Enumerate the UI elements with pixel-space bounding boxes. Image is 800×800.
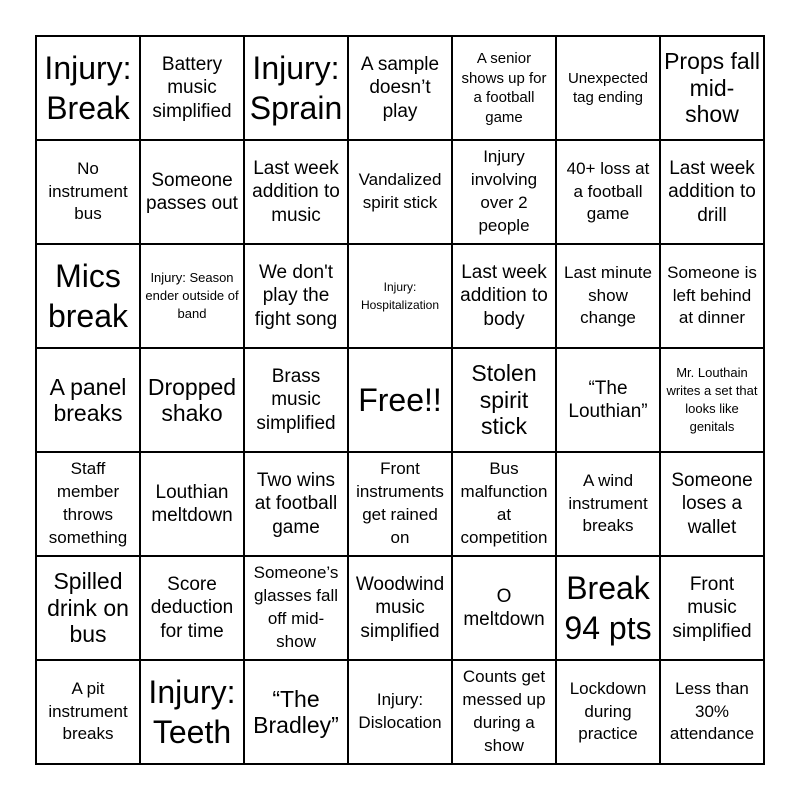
bingo-cell[interactable] <box>660 140 764 244</box>
bingo-cell[interactable] <box>140 556 244 660</box>
bingo-cell[interactable] <box>556 244 660 348</box>
bingo-cell-label: A panel breaks <box>49 373 127 426</box>
bingo-cell[interactable] <box>140 660 244 764</box>
bingo-cell-label: Break 94 pts <box>564 570 652 646</box>
bingo-cell-label: Injury: Teeth <box>148 674 236 750</box>
bingo-cell-label: Injury: Hospitalization <box>360 280 440 312</box>
bingo-board <box>35 35 765 765</box>
bingo-cell-label: Dropped shako <box>147 373 237 426</box>
bingo-cell[interactable] <box>452 348 556 452</box>
bingo-cell[interactable] <box>452 452 556 556</box>
bingo-cell-label: Free!! <box>358 382 442 418</box>
bingo-cell[interactable] <box>556 36 660 140</box>
bingo-cell[interactable] <box>140 244 244 348</box>
bingo-cell[interactable] <box>140 140 244 244</box>
bingo-cell[interactable] <box>556 348 660 452</box>
bingo-cell-label: 40+ loss at a football game <box>566 158 650 224</box>
bingo-cell[interactable] <box>556 660 660 764</box>
bingo-cell-label: A sample doesn’t play <box>360 54 440 122</box>
bingo-cell[interactable] <box>348 660 452 764</box>
bingo-cell[interactable] <box>36 348 140 452</box>
bingo-cell[interactable] <box>36 36 140 140</box>
bingo-cell-label: Last week addition to body <box>460 262 548 330</box>
bingo-cell-label: Staff member throws something <box>48 459 128 547</box>
bingo-cell[interactable] <box>348 140 452 244</box>
bingo-cell-label: Two wins at football game <box>254 470 338 538</box>
bingo-cell[interactable] <box>452 244 556 348</box>
bingo-cell-label: Louthian meltdown <box>151 481 233 526</box>
bingo-cell-label: Someone is left behind at dinner <box>667 262 757 328</box>
bingo-cell[interactable] <box>348 348 452 452</box>
bingo-cell[interactable] <box>36 244 140 348</box>
bingo-cell[interactable] <box>348 244 452 348</box>
bingo-cell-label: Someone passes out <box>146 169 238 214</box>
bingo-cell-label: Front music simplified <box>672 574 752 642</box>
bingo-cell-label: “The Bradley” <box>253 685 339 738</box>
bingo-cell-label: Lockdown during practice <box>569 678 647 744</box>
bingo-cell-label: Counts get messed up during a show <box>462 667 546 755</box>
bingo-cell-label: Score deduction for time <box>150 574 234 642</box>
bingo-cell[interactable] <box>660 660 764 764</box>
bingo-cell-label: Injury involving over 2 people <box>470 147 538 235</box>
bingo-cell[interactable] <box>660 244 764 348</box>
bingo-cell-label: Stolen spirit stick <box>471 360 537 440</box>
bingo-cell-label: Front instruments get rained on <box>356 459 444 547</box>
bingo-cell[interactable] <box>140 36 244 140</box>
bingo-cell[interactable] <box>244 140 348 244</box>
bingo-cell-label: Vandalized spirit stick <box>358 170 442 212</box>
bingo-cell[interactable] <box>140 452 244 556</box>
bingo-cell[interactable] <box>140 348 244 452</box>
bingo-cell-label: Someone loses a wallet <box>671 470 753 538</box>
bingo-cell[interactable] <box>348 556 452 660</box>
bingo-cell[interactable] <box>244 556 348 660</box>
bingo-cell-label: Mr. Louthain writes a set that looks like genitals <box>666 364 758 435</box>
bingo-cell-label: Injury: Dislocation <box>358 690 442 732</box>
bingo-cell-label: Spilled drink on bus <box>47 568 129 648</box>
bingo-cell[interactable] <box>660 36 764 140</box>
bingo-cell[interactable] <box>244 452 348 556</box>
bingo-cell-label: Last week addition to music <box>252 158 340 226</box>
bingo-cell[interactable] <box>348 452 452 556</box>
bingo-cell[interactable] <box>556 140 660 244</box>
bingo-cell-label: Unexpected tag ending <box>567 69 649 106</box>
bingo-cell-label: Last week addition to drill <box>668 158 756 226</box>
bingo-cell[interactable] <box>244 244 348 348</box>
bingo-cell-label: A wind instrument breaks <box>568 470 648 536</box>
bingo-cell[interactable] <box>556 556 660 660</box>
bingo-cell[interactable] <box>556 452 660 556</box>
bingo-cell[interactable] <box>348 36 452 140</box>
bingo-cell-label: Injury: Season ender outside of band <box>145 269 239 322</box>
bingo-cell[interactable] <box>452 660 556 764</box>
bingo-cell-label: “The Louthian” <box>568 377 648 422</box>
bingo-cell[interactable] <box>244 36 348 140</box>
bingo-cell[interactable] <box>660 348 764 452</box>
bingo-cell[interactable] <box>660 452 764 556</box>
bingo-cell-label: Injury: Sprain <box>249 50 343 126</box>
bingo-cell-label: Props fall mid-show <box>664 48 760 128</box>
bingo-cell[interactable] <box>244 348 348 452</box>
bingo-cell-label: A senior shows up for a football game <box>461 50 547 126</box>
bingo-cell-label: Woodwind music simplified <box>355 574 445 642</box>
bingo-cell-label: No instrument bus <box>48 158 128 224</box>
bingo-cell-label: We don't play the fight song <box>254 262 338 330</box>
bingo-cell[interactable] <box>244 660 348 764</box>
bingo-cell-label: Battery music simplified <box>152 54 232 122</box>
bingo-cell-label: Last minute show change <box>564 262 652 328</box>
bingo-cell-label: Injury: Break <box>44 50 132 126</box>
bingo-cell-label: Less than 30% attendance <box>669 678 755 744</box>
bingo-cell[interactable] <box>36 660 140 764</box>
bingo-cell[interactable] <box>452 556 556 660</box>
bingo-cell[interactable] <box>452 140 556 244</box>
bingo-cell[interactable] <box>36 452 140 556</box>
bingo-cell[interactable] <box>660 556 764 660</box>
bingo-cell-label: Brass music simplified <box>256 366 336 434</box>
bingo-cell[interactable] <box>36 140 140 244</box>
bingo-cell-label: O meltdown <box>463 585 545 630</box>
bingo-cell-label: Mics break <box>47 258 129 334</box>
bingo-cell-label: Someone’s glasses fall off mid-show <box>253 563 339 651</box>
bingo-cell[interactable] <box>36 556 140 660</box>
bingo-cell-label: A pit instrument breaks <box>48 678 128 744</box>
bingo-cell[interactable] <box>452 36 556 140</box>
bingo-cell-label: Bus malfunction at competition <box>460 459 548 547</box>
